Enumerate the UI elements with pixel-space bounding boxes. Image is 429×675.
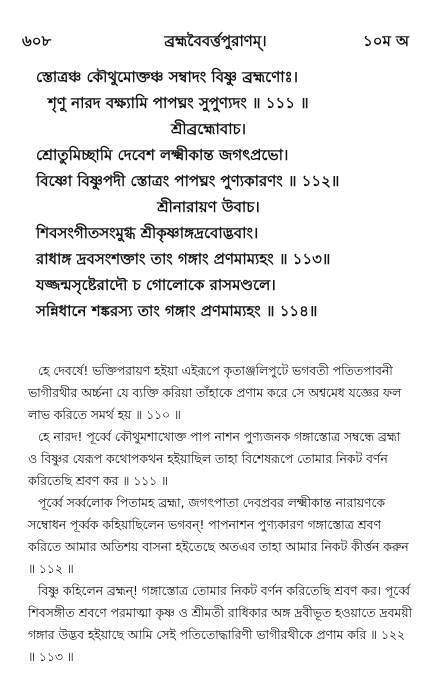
verse-line: রাধাঙ্গ দ্রবসংশক্তাং তাং গঙ্গাং প্রণমাম্যহং ॥ ১১৩॥	[36, 250, 331, 268]
verse-line: বিষ্ণো বিষ্ণুপদী স্তোত্রং পাপঘ্নং পুণ্যকারণং ॥ ১১২॥	[36, 172, 340, 190]
translation-paragraph: পূর্ব্বে সর্ব্বলোক পিতামহ ব্রহ্মা, জগৎপাতা দেবপ্রবর লক্ষ্মীকান্ত নারায়ণকে সম্বোধন পূর্ব্বক কহিয়াছিলেন ভগবন্! পাপনাশন পুণ্যকারণ গঙ্গাস্তোত্র শ্রবণ করিতে আমার অতিশয় বাসনা হইতেছে অতএব তাহা আমার নিকট কীর্ত্তন করুন ॥ ১১২ ॥	[28, 496, 409, 576]
page-header	[22, 30, 409, 52]
running-title: ব্রহ্মবৈবর্ত্তপুরাণম্।	[164, 32, 267, 50]
verse-line: যজ্জন্মসৃষ্টেরাদৌ চ গোলোকে রাসমণ্ডলে।	[36, 276, 276, 294]
speaker-heading: শ্রীব্রহ্মোবাচ।	[171, 120, 246, 138]
translation-paragraph: হে নারদ! পূর্ব্বে কৌথুমশাখোক্ত পাপ নাশন পুণ্যজনক গঙ্গাস্তোত্র সম্বন্ধে ব্রহ্মা ও বিষ্ণুর যেরূপ কথোপকথন হইয়াছিল তাহা বিশেষরূপে তোমার নিকট বর্ণন করিতেছি শ্রবণ কর ॥ ১১১ ॥	[28, 430, 401, 488]
bengali-translation	[28, 360, 413, 668]
sanskrit-verses	[36, 64, 411, 324]
verse-line: শিবসংগীতসংমুগ্ধ শ্রীকৃষ্ণাঙ্গদ্রবোদ্ভবাং।	[36, 224, 259, 242]
verse-line: স্তোত্রঞ্চ কৌথুমোক্তঞ্চ সম্বাদং বিষ্ণু ব্রহ্মণোঃ।	[36, 68, 298, 86]
chapter-marker: ১০ম অ	[362, 32, 409, 50]
verse-line: সন্নিধানে শঙ্করস্য তাং গঙ্গাং প্রণমাম্যহং ॥ ১১৪॥	[36, 302, 318, 320]
translation-paragraph: বিষ্ণু কহিলেন ব্রহ্মন্! গঙ্গাস্তোত্র তোমার নিকট বর্ণন করিতেছি শ্রবণ কর। পূর্ব্বে শিবসঙ্গীত শ্রবণে পরমাত্মা কৃষ্ণ ও শ্রীমতী রাধিকার অঙ্গ দ্রবীভূত হওয়াতে দ্রবময়ী গঙ্গার উদ্ভব হইয়াছে আমি সেই পতিতোদ্ধারিণী ভাগীরথীকে প্রণাম করি ॥ ১২২ ॥ ১১৩ ॥	[28, 584, 413, 664]
translation-paragraph: হে দেবর্ষে! ভক্তিপরায়ণ হইয়া এইরূপে কৃতাঞ্জলিপুটে ভগবতী পতিতপাবনী ভাগীরথীর অর্চ্চনা যে ব্যক্তি করিয়া তাঁহাকে প্রণাম করে সে অশ্বমেধ যজ্ঞের ফল লাভ করিতে সমর্থ হয় ॥ ১১০ ॥	[28, 364, 402, 422]
verse-line: শৃণু নারদ বক্ষ্যামি পাপঘ্নং সুপুণ্যদং ॥ ১১১ ॥	[48, 94, 309, 112]
page-number: ৬০৮	[22, 32, 52, 50]
speaker-heading: শ্রীনারায়ণ উবাচ।	[157, 198, 260, 216]
verse-line: শ্রোতুমিচ্ছামি দেবেশ লক্ষ্মীকান্ত জগৎপ্রভো।	[36, 146, 289, 164]
